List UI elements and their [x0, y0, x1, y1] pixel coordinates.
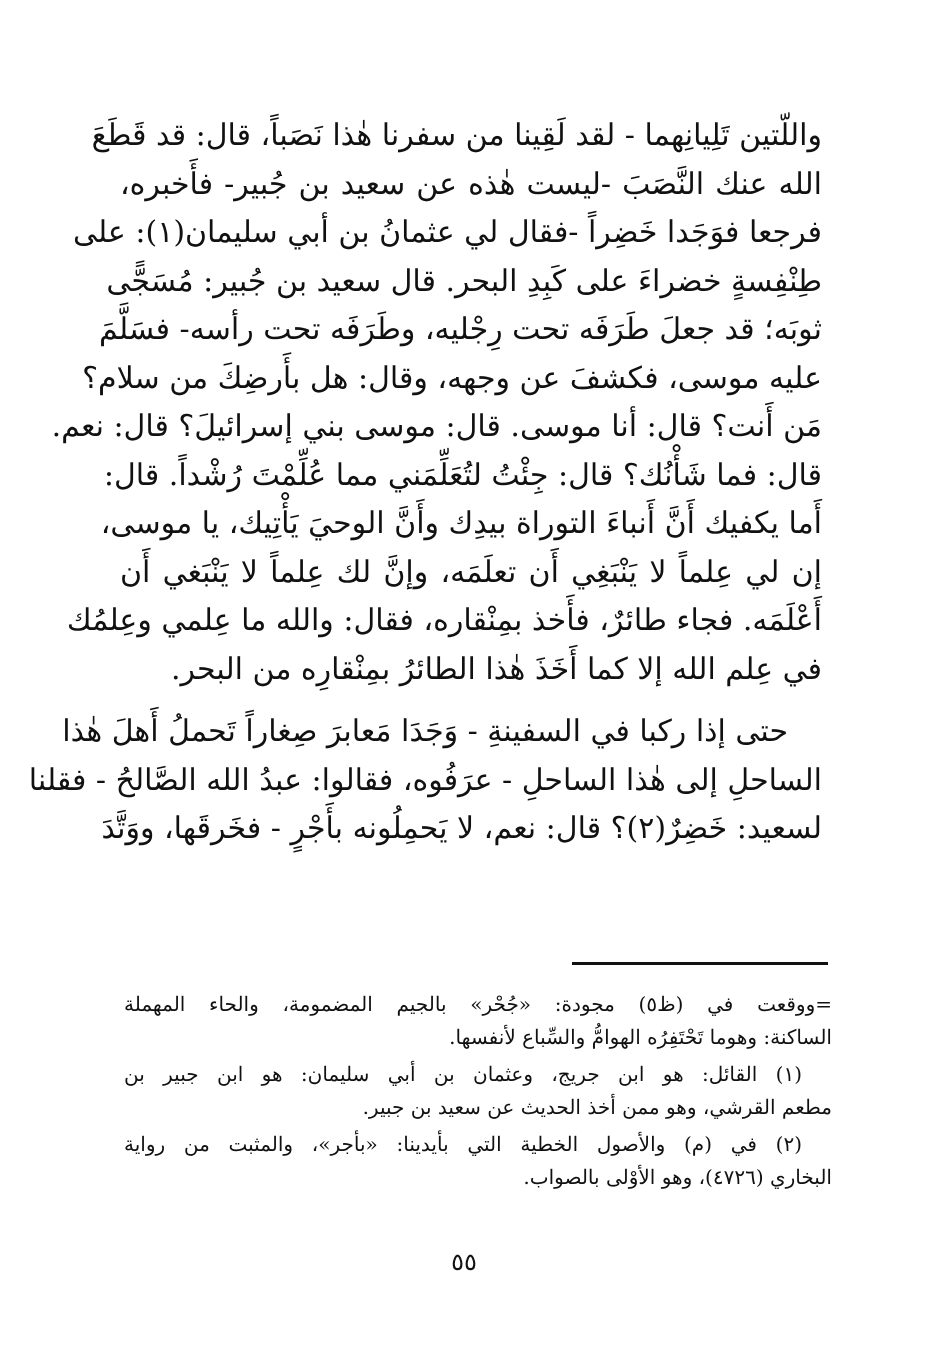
text-line: قال: فما شَأْنُك؟ قال: جِئْتُ لتُعَلِّمَني مما عُلِّمْتَ رُشْداً. قال:	[103, 457, 822, 493]
footnote-line: (٢) في (م) والأصول الخطية التي بأيدينا: «بأجر»، والمثبت من رواية	[124, 1132, 802, 1156]
text-line: في عِلم الله إلا كما أَخَذَ هٰذا الطائرُ بمِنْقارِه من البحر.	[170, 651, 822, 687]
footnote-2	[124, 1128, 832, 1194]
main-text	[28, 112, 822, 854]
footnote-line: الساكنة: وهوما تَحْتَفِرُه الهوامُّ والسِّباع لأنفسها.	[449, 1025, 832, 1049]
text-line: إن لي عِلماً لا يَنْبَغِي أَن تعلَمَه، وإنَّ لك عِلماً لا يَنْبَغي أَن	[120, 554, 822, 590]
text-line: الساحلِ إلى هٰذا الساحلِ - عرَفُوه، فقالوا: عبدُ الله الصَّالحُ - فقلنا	[28, 762, 822, 798]
footnote-line: =ووقعت في (ظ٥) مجودة: «جُحْر» بالجيم المضمومة، والحاء المهملة	[124, 992, 832, 1016]
text-line: أَما يكفيك أَنَّ أَنباءَ التوراة بيدِك وأَنَّ الوحيَ يَأْتِيك، يا موسى،	[100, 506, 822, 541]
text-line: طِنْفِسةٍ خضراءَ على كَبِدِ البحر. قال سعيد بن جُبير: مُسَجًّى	[106, 263, 822, 299]
text-line: واللّتين تَلِيانِهما - لقد لَقِينا من سفرنا هٰذا نَصَباً، قال: قد قَطَعَ	[91, 118, 822, 153]
page-number: ٥٥	[451, 1248, 477, 1276]
text-line: الله عنك النَّصَبَ -ليست هٰذه عن سعيد بن جُبير- فأَخبره،	[120, 166, 822, 202]
paragraph-2	[28, 708, 822, 854]
footnote-separator	[572, 962, 828, 965]
footnote-continuation	[124, 988, 832, 1054]
footnotes	[124, 988, 832, 1194]
text-line: أَعْلَمَه. فجاء طائرٌ، فأَخذ بمِنْقاره، فقال: والله ما عِلمي وعِلمُك	[66, 603, 822, 638]
paragraph-1	[51, 112, 822, 694]
footnote-line: مطعم القرشي، وهو ممن أخذ الحديث عن سعيد بن جبير.	[362, 1095, 832, 1119]
text-line: ثوبَه؛ قد جعلَ طَرَفَه تحت رِجْليه، وطَرَفَه تحت رأسه- فسَلَّمَ	[99, 312, 822, 347]
footnote-1	[124, 1058, 832, 1124]
text-line: فرجعا فوَجَدا خَضِراً -فقال لي عثمانُ بن أبي سليمان(١): على	[73, 215, 822, 250]
footnote-line: (١) القائل: هو ابن جريج، وعثمان بن أبي سليمان: هو ابن جبير بن	[124, 1062, 802, 1086]
text-line: حتى إذا ركبا في السفينةِ - وَجَدَا مَعابرَ صِغاراً تَحملُ أَهلَ هٰذا	[62, 714, 788, 749]
text-line: عليه موسى، فكشفَ عن وجهه، وقال: هل بأَرضِكَ من سلام؟	[82, 360, 822, 396]
footnote-line: البخاري (٤٧٢٦)، وهو الأوْلى بالصواب.	[523, 1165, 832, 1189]
text-line: لسعيد: خَضِرٌ(٢)؟ قال: نعم، لا يَحمِلُونه بأَجْرٍ - فخَرقَها، ووَتَّدَ	[101, 811, 822, 846]
text-line: مَن أَنت؟ قال: أنا موسى. قال: موسى بني إسرائيلَ؟ قال: نعم.	[51, 409, 822, 444]
